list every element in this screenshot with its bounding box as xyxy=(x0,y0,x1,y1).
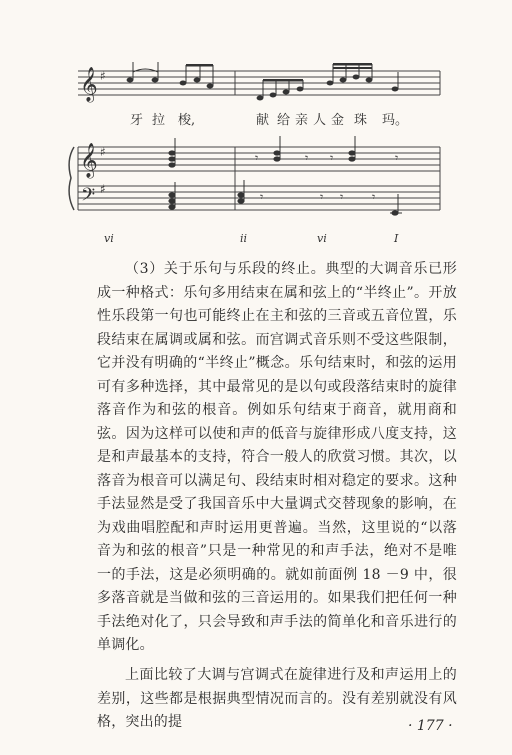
svg-text:𝄾: 𝄾 xyxy=(320,190,324,204)
svg-text:𝄾: 𝄾 xyxy=(330,151,334,165)
svg-text:𝄾: 𝄾 xyxy=(340,190,344,204)
lyric-syllable: 亲 xyxy=(295,113,309,128)
harmony-label: ii xyxy=(240,232,248,245)
svg-text:♯: ♯ xyxy=(100,182,106,196)
lyric-syllable: 梭, xyxy=(178,113,196,128)
lyric-syllable: 牙 xyxy=(130,113,144,128)
svg-text:𝄾: 𝄾 xyxy=(395,151,399,165)
svg-text:♯: ♯ xyxy=(100,69,106,83)
lyric-syllable: 献 xyxy=(256,113,270,128)
svg-text:𝄾: 𝄾 xyxy=(305,151,309,165)
svg-text:♯: ♯ xyxy=(100,145,106,159)
lyric-syllable: 人 xyxy=(313,113,327,128)
svg-text:𝄢: 𝄢 xyxy=(81,185,96,210)
body-paragraph: 上面比较了大调与宫调式在旋律进行及和声运用上的差别，这些都是根据典型情况而言的。没有差别就没有风格，突出的提 xyxy=(97,667,457,730)
lyric-syllable: 珠 xyxy=(354,113,368,128)
svg-text:𝄾: 𝄾 xyxy=(260,190,264,204)
svg-text:𝄾: 𝄾 xyxy=(255,151,259,165)
harmony-label: I xyxy=(394,232,399,245)
page-number: · 177 · xyxy=(408,718,453,734)
harmony-label: vi xyxy=(104,232,114,245)
lyric-syllable: 金 xyxy=(331,113,345,128)
lyric-syllable: 玛。 xyxy=(382,113,409,128)
svg-text:𝄾: 𝄾 xyxy=(372,190,376,204)
svg-text:𝄞: 𝄞 xyxy=(80,67,98,102)
lyric-syllable: 拉 xyxy=(152,113,166,128)
body-paragraph: （3）关于乐句与乐段的终止。典型的大调音乐已形成一种格式：乐句多用结束在属和弦上的“半终止”。开放性乐段第一句也可能终止在主和弦的三音或五音位置，乐段结束在属调或属和弦。而宫调式音乐则不受这些限制，它并没有明确的“半终止”概念。乐句结束时，和弦的运用可有多种选择，其中最常见的是以句或段落结束时的旋律落音作为和弦的根音。例如乐句结束于商音，就用商和弦。因为这样可以使和声的低音与旋律形成八度支持，这是和声最基本的支持，符合一般人的欣赏习惯。其次，以落音为根音可以满足句、段结束时相对稳定的要求。这种手法显然是受了我国音乐中大量调式交替现象的影响，在为戏曲唱腔配和声时运用更普遍。当然，这里说的“以落音为和弦的根音”只是一种常见的和声手法，绝对不是唯一的手法，这是必须明确的。就如前面例 18 －9 中，很多落音就是当做和弦的三音运用的。如果我们把任何一种手法绝对化了，只会导致和声手法的简单化和音乐进行的单调化。 xyxy=(97,261,457,653)
svg-text:𝄞: 𝄞 xyxy=(80,143,98,178)
lyric-syllable: 给 xyxy=(277,113,291,128)
harmony-label: vi xyxy=(317,232,327,245)
